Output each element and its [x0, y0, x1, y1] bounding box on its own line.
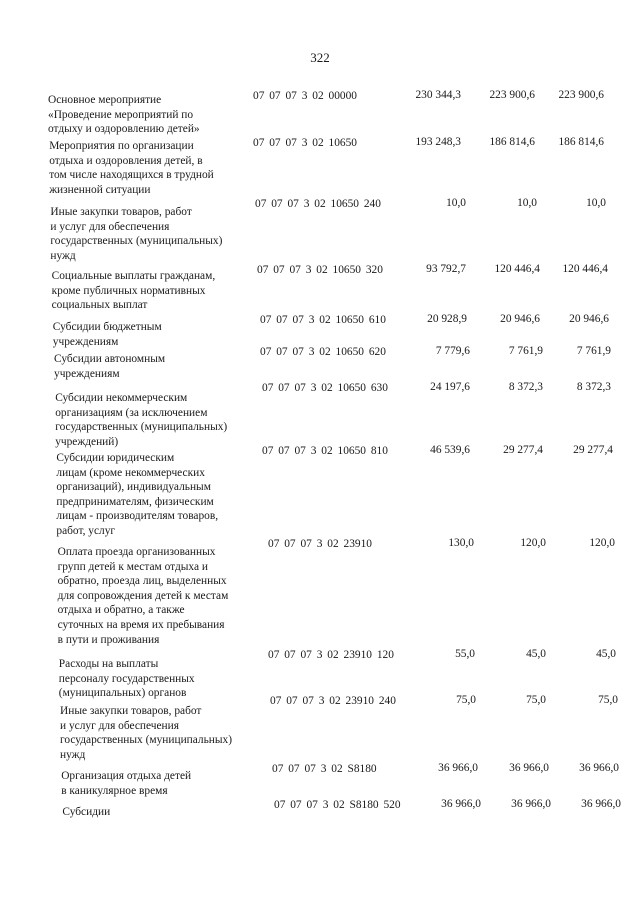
row-value-1: 130,0	[448, 537, 474, 549]
row-value-3: 45,0	[596, 648, 616, 660]
row-value-2: 120 446,4	[494, 263, 540, 275]
row-value-3: 29 277,4	[573, 444, 613, 456]
row-value-2: 186 814,6	[489, 136, 535, 148]
row-code: 07 07 07 3 02 10650 620	[260, 346, 386, 358]
row-name-line: государственных (муниципальных)	[55, 421, 228, 434]
row-name-line: Основное мероприятие	[48, 94, 162, 106]
row-value-3: 10,0	[586, 197, 606, 209]
row-name	[60, 704, 272, 762]
row-name-line: Иные закупки товаров, работ	[60, 705, 202, 717]
row-value-1: 20 928,9	[427, 313, 467, 325]
row-name	[48, 93, 260, 137]
row-name-line: учреждениям	[52, 335, 119, 348]
row-name-line: Организация отдыха детей	[61, 770, 192, 782]
row-name-line: нужд	[50, 249, 76, 262]
row-code: 07 07 07 3 02 S8180	[272, 763, 377, 775]
row-name-line: государственных (муниципальных)	[60, 734, 233, 747]
row-value-1: 75,0	[456, 694, 476, 706]
row-value-1: 55,0	[455, 648, 475, 660]
row-code: 07 07 07 3 02 10650 610	[260, 314, 386, 326]
row-value-3: 8 372,3	[576, 381, 611, 393]
row-name	[50, 205, 262, 263]
row-value-1: 36 966,0	[438, 762, 478, 774]
row-name	[53, 320, 265, 349]
row-value-2: 223 900,6	[489, 89, 535, 101]
row-name-line: Расходы на выплаты	[58, 658, 159, 670]
row-name-line: организаций), индивидуальным	[56, 481, 211, 494]
row-code: 07 07 07 3 02 10650 810	[262, 445, 388, 457]
row-value-3: 120 446,4	[562, 263, 608, 275]
row-name	[49, 139, 261, 197]
row-name-line: групп детей к местам отдыха и	[57, 560, 208, 573]
row-name-line: Мероприятия по организации	[49, 140, 194, 152]
row-code: 07 07 07 3 02 10650 240	[255, 198, 381, 210]
row-code: 07 07 07 3 02 10650 320	[257, 264, 383, 276]
page-number: 322	[310, 50, 330, 65]
row-name-line: отдыху и оздоровлению детей»	[48, 123, 200, 136]
row-value-3: 120,0	[589, 537, 615, 549]
row-name-line: Социальные выплаты гражданам,	[51, 270, 216, 282]
row-name-line: Субсидии автономным	[54, 353, 166, 365]
row-name-line: персоналу государственных	[58, 672, 195, 685]
row-name	[56, 451, 268, 539]
row-name	[55, 391, 267, 449]
row-name-line: обратно, проезда лиц, выделенных	[57, 575, 227, 588]
row-name-line: государственных (муниципальных)	[50, 235, 223, 248]
row-value-3: 36 966,0	[581, 798, 621, 810]
row-name-line: Субсидии	[62, 806, 111, 818]
row-value-2: 20 946,6	[500, 313, 540, 325]
row-name-line: отдыха и обратно, а также	[57, 604, 185, 617]
row-value-2: 36 966,0	[511, 798, 551, 810]
row-value-1: 230 344,3	[415, 89, 461, 101]
row-value-1: 7 779,6	[435, 345, 470, 357]
row-name-line: «Проведение мероприятий по	[48, 108, 194, 121]
row-name-line: работ, услуг	[56, 524, 116, 537]
row-name-line: Субсидии некоммерческим	[55, 392, 188, 404]
row-value-2: 29 277,4	[503, 444, 543, 456]
row-value-2: 36 966,0	[509, 762, 549, 774]
row-name	[54, 352, 266, 381]
row-code: 07 07 07 3 02 00000	[253, 90, 357, 102]
row-code: 07 07 07 3 02 23910 120	[268, 649, 394, 661]
row-value-1: 36 966,0	[441, 798, 481, 810]
row-value-1: 46 539,6	[430, 444, 470, 456]
row-name-line: (муниципальных) органов	[58, 687, 187, 700]
row-name-line: учреждениям	[54, 367, 120, 380]
row-name-line: отдыха и оздоровления детей, в	[49, 154, 203, 167]
row-name-line: социальных выплат	[51, 299, 148, 312]
row-name-line: в каникулярное время	[61, 784, 168, 797]
row-name-line: Иные закупки товаров, работ	[50, 206, 192, 218]
row-code: 07 07 07 3 02 S8180 520	[274, 799, 401, 811]
row-name-line: кроме публичных нормативных	[51, 284, 206, 297]
row-name-line: и услуг для обеспечения	[50, 220, 170, 233]
row-name-line: Оплата проезда организованных	[57, 546, 216, 558]
row-name-line: Субсидии бюджетным	[52, 321, 162, 333]
row-name-line: жизненной ситуации	[49, 183, 151, 196]
row-value-1: 93 792,7	[426, 263, 466, 275]
row-name	[61, 769, 273, 798]
row-name-line: том числе находящихся в трудной	[49, 169, 214, 182]
row-name-line: нужд	[60, 748, 86, 761]
row-name-line: организациям (за исключением	[55, 406, 208, 419]
row-name-line: суточных на время их пребывания	[57, 618, 225, 631]
row-name-line: лицам - производителям товаров,	[56, 510, 219, 523]
row-code: 07 07 07 3 02 10650	[253, 137, 357, 149]
row-name-line: и услуг для обеспечения	[60, 719, 179, 732]
row-value-3: 36 966,0	[579, 762, 619, 774]
row-value-3: 186 814,6	[558, 136, 604, 148]
row-value-3: 223 900,6	[558, 89, 604, 101]
row-name-line: в пути и проживания	[57, 633, 160, 646]
row-code: 07 07 07 3 02 23910	[268, 538, 372, 550]
row-value-2: 75,0	[526, 694, 546, 706]
row-value-1: 193 248,3	[415, 136, 461, 148]
row-value-1: 24 197,6	[430, 381, 470, 393]
row-value-3: 7 761,9	[576, 345, 611, 357]
row-value-2: 8 372,3	[508, 381, 543, 393]
row-value-2: 10,0	[517, 197, 537, 209]
row-value-1: 10,0	[446, 197, 466, 209]
row-code: 07 07 07 3 02 23910 240	[270, 695, 396, 707]
row-name-line: учреждений)	[55, 435, 119, 448]
row-name-line: Субсидии юридическим	[56, 452, 175, 464]
row-name	[59, 657, 271, 701]
row-value-3: 75,0	[598, 694, 618, 706]
row-name-line: предпринимателям, физическим	[56, 495, 214, 508]
row-name-line: лицам (кроме некоммерческих	[56, 466, 205, 479]
row-name	[58, 545, 270, 647]
row-name	[62, 805, 274, 820]
row-value-3: 20 946,6	[569, 313, 609, 325]
row-value-2: 7 761,9	[508, 345, 543, 357]
row-name	[52, 269, 264, 313]
row-code: 07 07 07 3 02 10650 630	[262, 382, 388, 394]
row-value-2: 120,0	[520, 537, 546, 549]
row-value-2: 45,0	[526, 648, 546, 660]
row-name-line: для сопровождения детей к местам	[57, 589, 229, 602]
